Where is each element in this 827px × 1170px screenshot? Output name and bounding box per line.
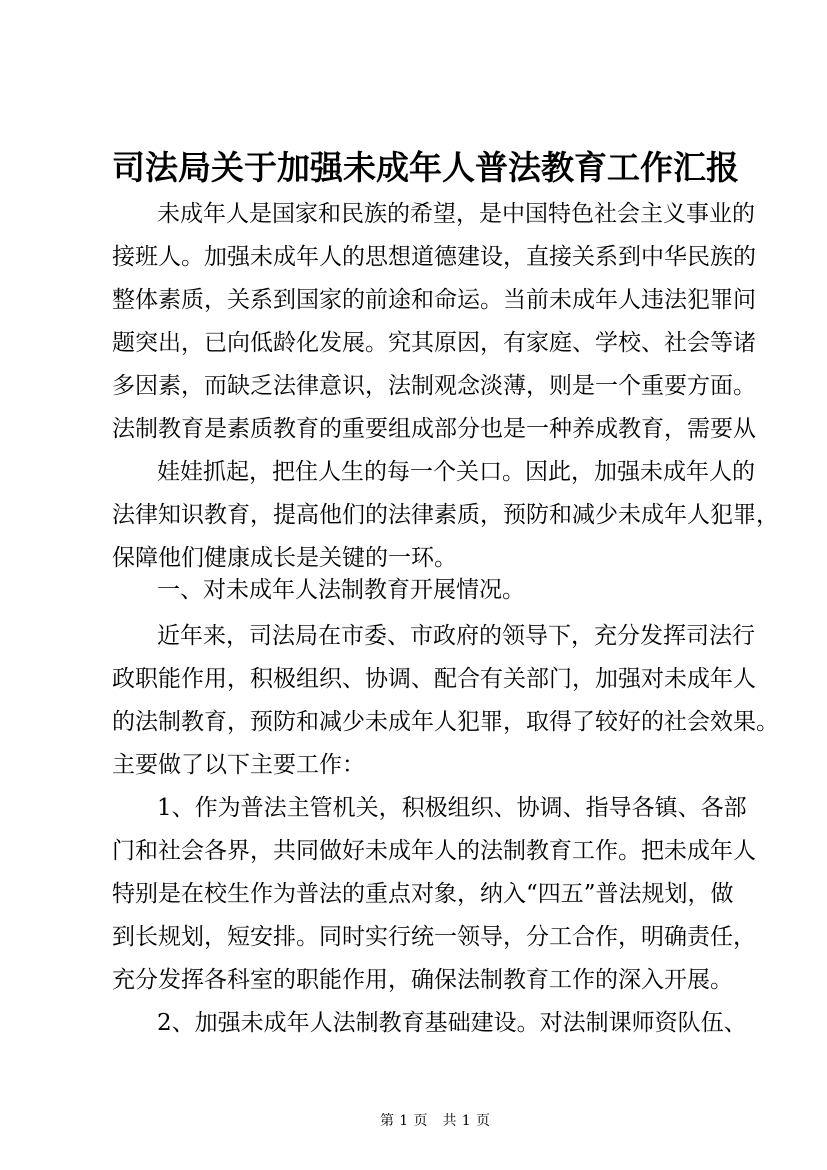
paragraph-line: 娃娃抓起，把住人生的每一个关口。因此，加强未成年人的 [157, 459, 755, 485]
paragraph-line: 充分发挥各科室的职能作用，确保法制教育工作的深入开展。 [112, 967, 733, 993]
paragraph-line: 法制教育是素质教育的重要组成部分也是一种养成教育，需要从 [112, 416, 756, 442]
paragraph-line: 近年来，司法局在市委、市政府的领导下，充分发挥司法行 [157, 623, 755, 649]
paragraph-line: 整体素质，关系到国家的前途和命运。当前未成年人违法犯罪问 [112, 287, 756, 313]
paragraph-line: 多因素，而缺乏法律意识，法制观念淡薄，则是一个重要方面。 [112, 373, 756, 399]
paragraph-line: 保障他们健康成长是关键的一环。 [112, 545, 457, 571]
paragraph-line: 政职能作用，积极组织、协调、配合有关部门，加强对未成年人 [112, 666, 756, 692]
paragraph-line: 门和社会各界，共同做好未成年人的法制教育工作。把未成年人 [112, 838, 756, 864]
paragraph-line: 主要做了以下主要工作： [112, 752, 365, 778]
paragraph-line: 接班人。加强未成年人的思想道德建设，直接关系到中华民族的 [112, 244, 756, 270]
document-title: 司法局关于加强未成年人普法教育工作汇报 [112, 148, 739, 187]
paragraph-line: 到长规划，短安排。同时实行统一领导，分工合作，明确责任， [112, 924, 756, 950]
paragraph-line: 的法制教育，预防和减少未成年人犯罪，取得了较好的社会效果。 [112, 709, 779, 735]
paragraph-line: 一、对未成年人法制教育开展情况。 [157, 577, 525, 603]
paragraph-line: 未成年人是国家和民族的希望，是中国特色社会主义事业的 [157, 201, 755, 227]
paragraph-line: 2、加强未成年人法制教育基础建设。对法制课师资队伍、 [157, 1010, 747, 1036]
paragraph-line: 法律知识教育，提高他们的法律素质，预防和减少未成年人犯罪， [112, 502, 779, 528]
paragraph-line: 1、作为普法主管机关，积极组织、协调、指导各镇、各部 [157, 795, 747, 821]
page-footer: 第1页 共1页 [380, 1113, 490, 1129]
paragraph-line: 特别是在校生作为普法的重点对象，纳入“四五”普法规划，做 [112, 881, 734, 907]
paragraph-line: 题突出，已向低龄化发展。究其原因，有家庭、学校、社会等诸 [112, 330, 756, 356]
